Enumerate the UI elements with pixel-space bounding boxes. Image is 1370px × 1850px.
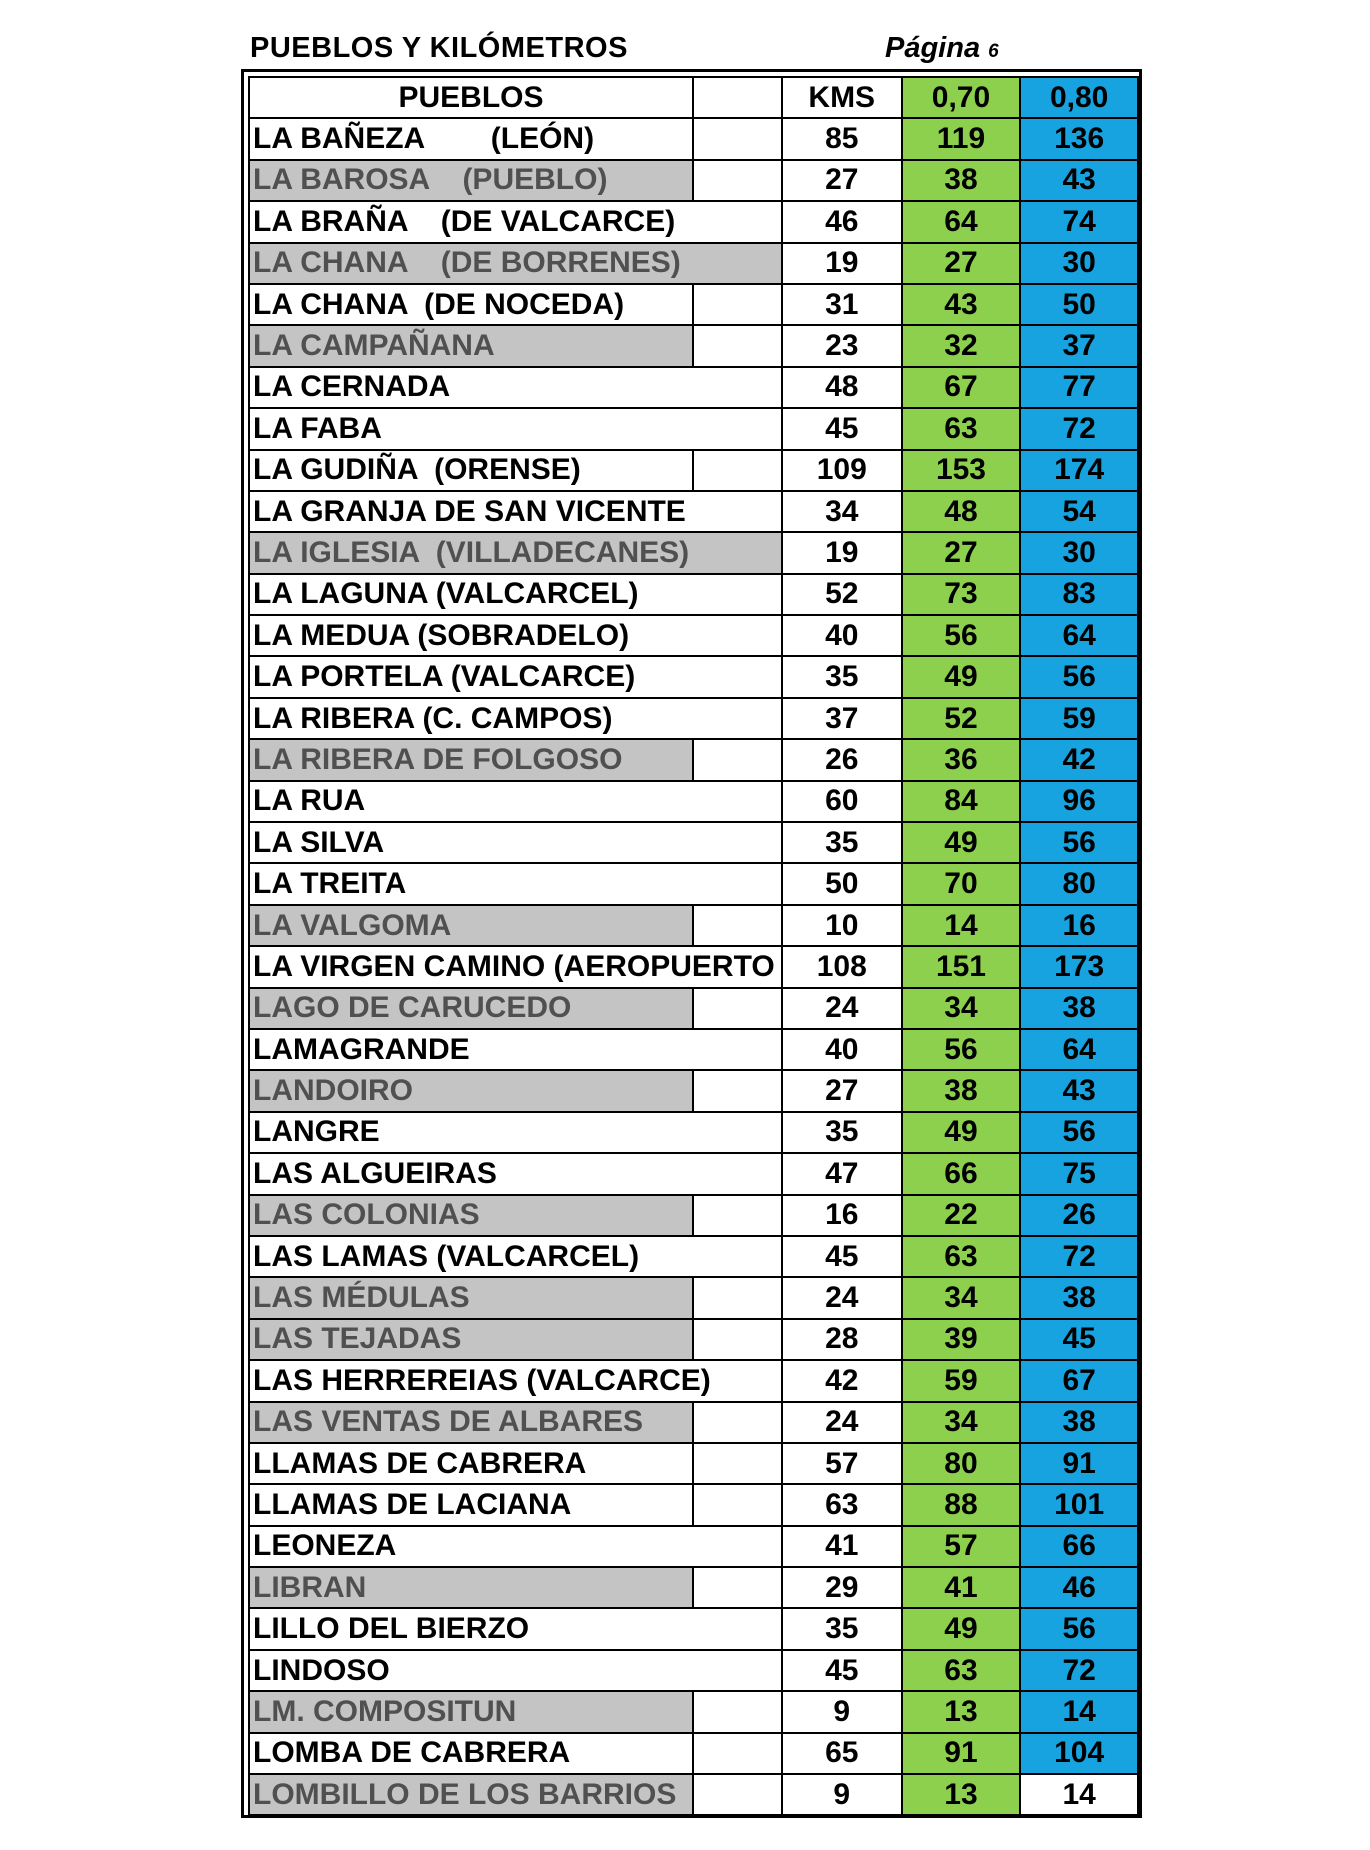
rate-080-cell: 14 — [1020, 1691, 1138, 1732]
town-name-cell: LA MEDUA (SOBRADELO) — [249, 615, 782, 656]
town-name-spacer-cell — [693, 1774, 782, 1815]
rate-070-cell: 13 — [902, 1691, 1021, 1732]
town-name-cell: LAS HERREREIAS (VALCARCE) — [249, 1360, 782, 1401]
rate-070-cell: 57 — [902, 1526, 1021, 1567]
rate-080-cell: 136 — [1020, 118, 1138, 159]
rate-070-cell: 38 — [902, 160, 1021, 201]
table-row — [249, 946, 1138, 987]
table-row — [249, 367, 1138, 408]
rate-080-cell: 174 — [1020, 450, 1138, 491]
table-row — [249, 160, 1138, 201]
kms-cell: 48 — [782, 367, 902, 408]
table-row — [249, 243, 1138, 284]
town-name-spacer-cell — [693, 988, 782, 1029]
rate-080-cell: 72 — [1020, 1650, 1138, 1691]
rate-070-cell: 34 — [902, 1402, 1021, 1443]
town-name-cell: LEONEZA — [249, 1526, 782, 1567]
rate-070-cell: 49 — [902, 1608, 1021, 1649]
rate-080-cell: 45 — [1020, 1319, 1138, 1360]
table-row — [249, 408, 1138, 449]
rate-070-cell: 52 — [902, 698, 1021, 739]
page-title: PUEBLOS Y KILÓMETROS — [250, 32, 628, 64]
rate-080-cell: 72 — [1020, 408, 1138, 449]
column-header-rate-070: 0,70 — [902, 77, 1021, 118]
rate-070-cell: 49 — [902, 656, 1021, 697]
rate-070-cell: 151 — [902, 946, 1021, 987]
rate-070-cell: 59 — [902, 1360, 1021, 1401]
rate-070-cell: 49 — [902, 822, 1021, 863]
rate-070-cell: 14 — [902, 905, 1021, 946]
rate-070-cell: 63 — [902, 408, 1021, 449]
distance-table-frame — [241, 69, 1142, 1818]
town-name-cell: LA SILVA — [249, 822, 782, 863]
rate-080-cell: 59 — [1020, 698, 1138, 739]
town-name-spacer-cell — [693, 739, 782, 780]
rate-080-cell: 67 — [1020, 1360, 1138, 1401]
table-row — [249, 532, 1138, 573]
rate-080-cell: 56 — [1020, 656, 1138, 697]
rate-080-cell: 101 — [1020, 1484, 1138, 1525]
rate-070-cell: 41 — [902, 1567, 1021, 1608]
rate-070-cell: 34 — [902, 1277, 1021, 1318]
rate-080-cell: 30 — [1020, 532, 1138, 573]
table-row — [249, 1402, 1138, 1443]
rate-080-cell: 43 — [1020, 160, 1138, 201]
kms-cell: 52 — [782, 574, 902, 615]
town-name-cell: LA IGLESIA (VILLADECANES) — [249, 532, 782, 573]
table-row — [249, 1360, 1138, 1401]
town-name-cell: LA GUDIÑA (ORENSE) — [249, 450, 693, 491]
kms-cell: 57 — [782, 1443, 902, 1484]
town-name-cell: LA CAMPAÑANA — [249, 325, 693, 366]
rate-080-cell: 96 — [1020, 781, 1138, 822]
table-body — [249, 118, 1138, 1815]
table-row — [249, 1319, 1138, 1360]
table-row — [249, 574, 1138, 615]
rate-080-cell: 43 — [1020, 1070, 1138, 1111]
kms-cell: 45 — [782, 1236, 902, 1277]
rate-080-cell: 75 — [1020, 1153, 1138, 1194]
rate-080-cell: 38 — [1020, 1277, 1138, 1318]
kms-cell: 24 — [782, 1277, 902, 1318]
town-name-spacer-cell — [693, 1567, 782, 1608]
rate-080-cell: 56 — [1020, 822, 1138, 863]
town-name-cell: LA VIRGEN CAMINO (AEROPUERTO — [249, 946, 782, 987]
town-name-cell: LAS MÉDULAS — [249, 1277, 693, 1318]
kms-cell: 29 — [782, 1567, 902, 1608]
town-name-cell: LLAMAS DE LACIANA — [249, 1484, 693, 1525]
rate-080-cell: 77 — [1020, 367, 1138, 408]
table-row — [249, 1733, 1138, 1774]
town-name-cell: LOMBILLO DE LOS BARRIOS — [249, 1774, 693, 1815]
kms-cell: 24 — [782, 988, 902, 1029]
kms-cell: 37 — [782, 698, 902, 739]
table-row — [249, 1277, 1138, 1318]
rate-070-cell: 80 — [902, 1443, 1021, 1484]
rate-080-cell: 56 — [1020, 1608, 1138, 1649]
table-row — [249, 1608, 1138, 1649]
rate-070-cell: 91 — [902, 1733, 1021, 1774]
town-name-spacer-cell — [693, 325, 782, 366]
town-name-cell: LIBRAN — [249, 1567, 693, 1608]
rate-080-cell: 37 — [1020, 325, 1138, 366]
town-name-spacer-cell — [693, 450, 782, 491]
rate-080-cell: 64 — [1020, 1029, 1138, 1070]
table-row — [249, 1650, 1138, 1691]
kms-cell: 46 — [782, 201, 902, 242]
rate-070-cell: 88 — [902, 1484, 1021, 1525]
column-header-rate-080: 0,80 — [1020, 77, 1138, 118]
table-row — [249, 698, 1138, 739]
table-row — [249, 284, 1138, 325]
table-row — [249, 450, 1138, 491]
rate-070-cell: 27 — [902, 532, 1021, 573]
town-name-cell: LAS VENTAS DE ALBARES — [249, 1402, 693, 1443]
rate-070-cell: 13 — [902, 1774, 1021, 1815]
kms-cell: 24 — [782, 1402, 902, 1443]
table-row — [249, 1691, 1138, 1732]
kms-cell: 41 — [782, 1526, 902, 1567]
rate-080-cell: 14 — [1020, 1774, 1138, 1815]
kms-cell: 23 — [782, 325, 902, 366]
kms-cell: 35 — [782, 1608, 902, 1649]
rate-080-cell: 80 — [1020, 863, 1138, 904]
rate-080-cell: 66 — [1020, 1526, 1138, 1567]
town-name-cell: LA RUA — [249, 781, 782, 822]
rate-080-cell: 72 — [1020, 1236, 1138, 1277]
table-row — [249, 1774, 1138, 1815]
town-name-cell: LINDOSO — [249, 1650, 782, 1691]
kms-cell: 10 — [782, 905, 902, 946]
town-name-cell: LA BRAÑA (DE VALCARCE) — [249, 201, 782, 242]
rate-080-cell: 16 — [1020, 905, 1138, 946]
town-name-cell: LA BAÑEZA (LEÓN) — [249, 118, 693, 159]
kms-cell: 42 — [782, 1360, 902, 1401]
town-name-cell: LA CERNADA — [249, 367, 782, 408]
distance-table — [248, 76, 1139, 1816]
rate-080-cell: 30 — [1020, 243, 1138, 284]
rate-080-cell: 104 — [1020, 1733, 1138, 1774]
rate-080-cell: 50 — [1020, 284, 1138, 325]
rate-080-cell: 91 — [1020, 1443, 1138, 1484]
page-label — [885, 32, 999, 65]
table-row — [249, 118, 1138, 159]
rate-070-cell: 32 — [902, 325, 1021, 366]
rate-070-cell: 67 — [902, 367, 1021, 408]
town-name-cell: LA RIBERA (C. CAMPOS) — [249, 698, 782, 739]
kms-cell: 40 — [782, 1029, 902, 1070]
table-row — [249, 491, 1138, 532]
town-name-spacer-cell — [693, 160, 782, 201]
kms-cell: 63 — [782, 1484, 902, 1525]
table-row — [249, 1526, 1138, 1567]
town-name-spacer-cell — [693, 1277, 782, 1318]
town-name-spacer-cell — [693, 905, 782, 946]
rate-070-cell: 63 — [902, 1236, 1021, 1277]
rate-080-cell: 38 — [1020, 988, 1138, 1029]
town-name-cell: LANGRE — [249, 1112, 782, 1153]
kms-cell: 26 — [782, 739, 902, 780]
town-name-cell: LAMAGRANDE — [249, 1029, 782, 1070]
kms-cell: 31 — [782, 284, 902, 325]
table-row — [249, 988, 1138, 1029]
table-row — [249, 905, 1138, 946]
town-name-cell: LA GRANJA DE SAN VICENTE — [249, 491, 782, 532]
rate-070-cell: 27 — [902, 243, 1021, 284]
table-row — [249, 1029, 1138, 1070]
table-row — [249, 739, 1138, 780]
table-row — [249, 863, 1138, 904]
table-row — [249, 1484, 1138, 1525]
town-name-cell: LA PORTELA (VALCARCE) — [249, 656, 782, 697]
rate-070-cell: 43 — [902, 284, 1021, 325]
rate-070-cell: 49 — [902, 1112, 1021, 1153]
kms-cell: 50 — [782, 863, 902, 904]
table-row — [249, 201, 1138, 242]
town-name-cell: LILLO DEL BIERZO — [249, 1608, 782, 1649]
kms-cell: 45 — [782, 1650, 902, 1691]
kms-cell: 60 — [782, 781, 902, 822]
table-row — [249, 1112, 1138, 1153]
table-row — [249, 1153, 1138, 1194]
town-name-cell: LA LAGUNA (VALCARCEL) — [249, 574, 782, 615]
rate-080-cell: 54 — [1020, 491, 1138, 532]
kms-cell: 28 — [782, 1319, 902, 1360]
rate-070-cell: 64 — [902, 201, 1021, 242]
town-name-spacer-cell — [693, 1733, 782, 1774]
table-row — [249, 1070, 1138, 1111]
town-name-spacer-cell — [693, 1443, 782, 1484]
table-row — [249, 1236, 1138, 1277]
rate-080-cell: 56 — [1020, 1112, 1138, 1153]
kms-cell: 47 — [782, 1153, 902, 1194]
rate-070-cell: 22 — [902, 1195, 1021, 1236]
kms-cell: 40 — [782, 615, 902, 656]
town-name-cell: LLAMAS DE CABRERA — [249, 1443, 693, 1484]
town-name-spacer-cell — [693, 1319, 782, 1360]
town-name-cell: LANDOIRO — [249, 1070, 693, 1111]
town-name-cell: LAS LAMAS (VALCARCEL) — [249, 1236, 782, 1277]
page-header — [250, 32, 1150, 68]
rate-070-cell: 56 — [902, 615, 1021, 656]
town-name-spacer-cell — [693, 1070, 782, 1111]
rate-070-cell: 66 — [902, 1153, 1021, 1194]
rate-080-cell: 42 — [1020, 739, 1138, 780]
rate-070-cell: 39 — [902, 1319, 1021, 1360]
rate-070-cell: 84 — [902, 781, 1021, 822]
town-name-spacer-cell — [693, 118, 782, 159]
rate-080-cell: 64 — [1020, 615, 1138, 656]
kms-cell: 27 — [782, 1070, 902, 1111]
town-name-cell: LAS ALGUEIRAS — [249, 1153, 782, 1194]
town-name-cell: LAS COLONIAS — [249, 1195, 693, 1236]
page-number: 6 — [988, 41, 999, 62]
table-header-row — [249, 77, 1138, 118]
kms-cell: 34 — [782, 491, 902, 532]
kms-cell: 65 — [782, 1733, 902, 1774]
rate-080-cell: 46 — [1020, 1567, 1138, 1608]
town-name-cell: LOMBA DE CABRERA — [249, 1733, 693, 1774]
kms-cell: 35 — [782, 1112, 902, 1153]
table-row — [249, 615, 1138, 656]
rate-070-cell: 34 — [902, 988, 1021, 1029]
rate-070-cell: 153 — [902, 450, 1021, 491]
town-name-spacer-cell — [693, 1195, 782, 1236]
town-name-spacer-cell — [693, 1691, 782, 1732]
kms-cell: 35 — [782, 656, 902, 697]
rate-080-cell: 74 — [1020, 201, 1138, 242]
town-name-cell: LA VALGOMA — [249, 905, 693, 946]
table-row — [249, 822, 1138, 863]
kms-cell: 19 — [782, 532, 902, 573]
table-row — [249, 1567, 1138, 1608]
kms-cell: 9 — [782, 1774, 902, 1815]
rate-070-cell: 73 — [902, 574, 1021, 615]
town-name-cell: LA CHANA (DE NOCEDA) — [249, 284, 693, 325]
table-row — [249, 1195, 1138, 1236]
town-name-cell: LAGO DE CARUCEDO — [249, 988, 693, 1029]
rate-080-cell: 26 — [1020, 1195, 1138, 1236]
page-label-text: Página — [885, 32, 981, 64]
kms-cell: 27 — [782, 160, 902, 201]
town-name-cell: LA TREITA — [249, 863, 782, 904]
table-row — [249, 781, 1138, 822]
town-name-cell: LM. COMPOSITUN — [249, 1691, 693, 1732]
rate-070-cell: 48 — [902, 491, 1021, 532]
column-header-spacer — [693, 77, 782, 118]
rate-070-cell: 56 — [902, 1029, 1021, 1070]
kms-cell: 85 — [782, 118, 902, 159]
town-name-cell: LA CHANA (DE BORRENES) — [249, 243, 782, 284]
kms-cell: 9 — [782, 1691, 902, 1732]
column-header-pueblos: PUEBLOS — [249, 77, 693, 118]
town-name-cell: LA BAROSA (PUEBLO) — [249, 160, 693, 201]
kms-cell: 19 — [782, 243, 902, 284]
rate-070-cell: 70 — [902, 863, 1021, 904]
rate-080-cell: 83 — [1020, 574, 1138, 615]
town-name-spacer-cell — [693, 284, 782, 325]
rate-070-cell: 119 — [902, 118, 1021, 159]
town-name-cell: LAS TEJADAS — [249, 1319, 693, 1360]
town-name-cell: LA FABA — [249, 408, 782, 449]
town-name-spacer-cell — [693, 1402, 782, 1443]
kms-cell: 109 — [782, 450, 902, 491]
table-row — [249, 656, 1138, 697]
kms-cell: 35 — [782, 822, 902, 863]
rate-070-cell: 36 — [902, 739, 1021, 780]
table-row — [249, 325, 1138, 366]
town-name-cell: LA RIBERA DE FOLGOSO — [249, 739, 693, 780]
rate-070-cell: 38 — [902, 1070, 1021, 1111]
rate-080-cell: 38 — [1020, 1402, 1138, 1443]
rate-070-cell: 63 — [902, 1650, 1021, 1691]
table-row — [249, 1443, 1138, 1484]
rate-080-cell: 173 — [1020, 946, 1138, 987]
kms-cell: 45 — [782, 408, 902, 449]
kms-cell: 108 — [782, 946, 902, 987]
town-name-spacer-cell — [693, 1484, 782, 1525]
kms-cell: 16 — [782, 1195, 902, 1236]
column-header-kms: KMS — [782, 77, 902, 118]
